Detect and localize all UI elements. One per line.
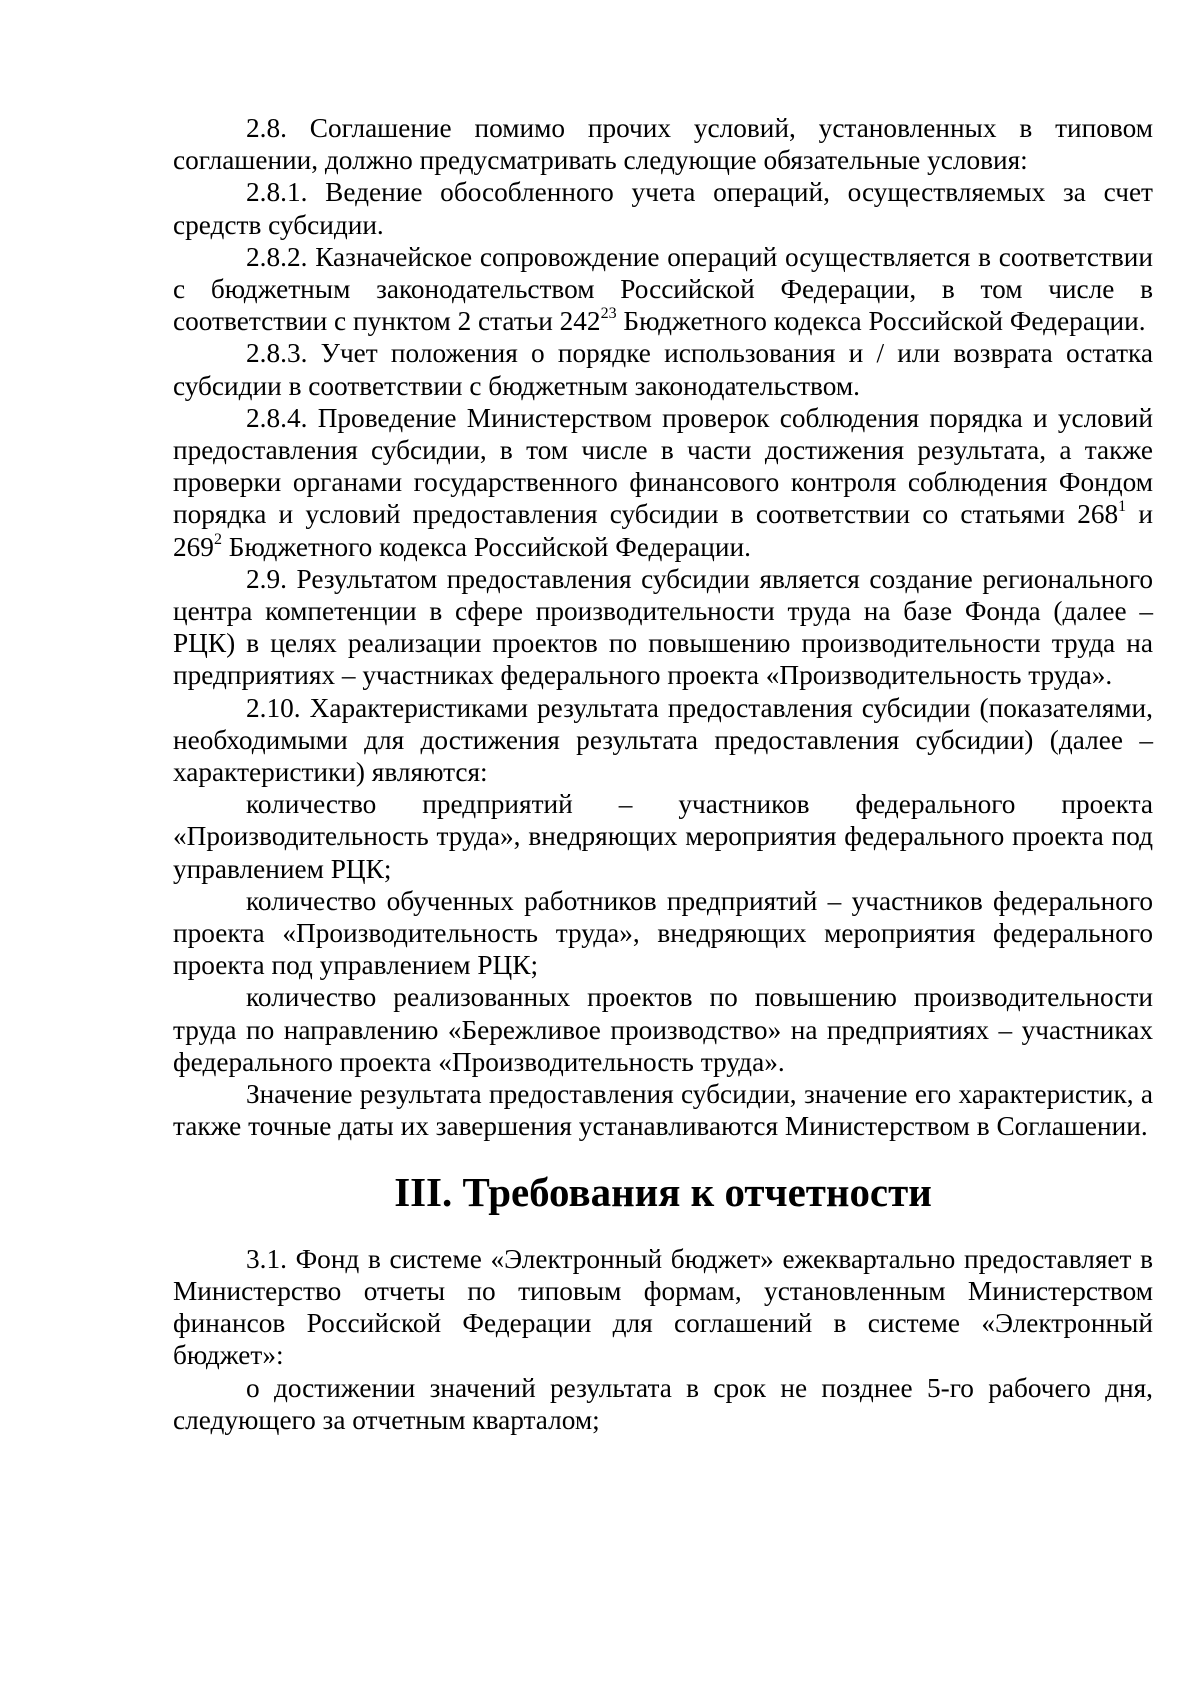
paragraph-2-8: 2.8. Соглашение помимо прочих условий, установленных в типовом соглашении, должно предусматривать следующие обязательные условия:	[173, 113, 1153, 176]
paragraph-3-1: 3.1. Фонд в системе «Электронный бюджет» ежеквартально предоставляет в Министерство отчеты по типовым формам, установленным Министерством финансов Российской Федерации для соглашений в системе «Электронный бюджет»:	[173, 1243, 1153, 1371]
document-page	[173, 112, 1153, 1436]
superscript-1: 1	[1118, 498, 1127, 516]
paragraph-3-1-item-1: о достижении значений результата в срок не позднее 5-го рабочего дня, следующего за отчетным кварталом;	[173, 1372, 1153, 1435]
paragraph-2-8-2-text: 2.8.2. Казначейское сопровождение операций осуществляется в соответствии с бюджетным законодательством Российской Федерации, в том числе в соответствии с пунктом 2 статьи 242	[173, 241, 1153, 337]
characteristic-item-1: количество предприятий – участников федерального проекта «Производительность труда», внедряющих мероприятия федерального проекта под управлением РЦК;	[173, 789, 1153, 884]
section-title: III. Требования к отчетности	[394, 1169, 932, 1215]
paragraph-2-8-4-text-mid: и 269	[173, 499, 1153, 562]
paragraph-2-8-4-text-end: Бюджетного кодекса Российской Федерации.	[221, 531, 751, 562]
paragraph-2-8-4	[173, 402, 1153, 563]
superscript-23: 23	[600, 305, 617, 323]
characteristic-item-3: количество реализованных проектов по повышению производительности труда по направлению «Бережливое производство» на предприятиях – участниках федерального проекта «Производительность труда».	[173, 982, 1153, 1077]
paragraph-2-8-2-text-end: Бюджетного кодекса Российской Федерации.	[616, 306, 1146, 337]
paragraph-2-10: 2.10. Характеристиками результата предоставления субсидии (показателями, необходимыми для достижения результата предоставления субсидии) (далее – характеристики) являются:	[173, 692, 1153, 788]
paragraph-2-8-3: 2.8.3. Учет положения о порядке использования и / или возврата остатка субсидии в соответствии с бюджетным законодательством.	[173, 338, 1153, 401]
paragraph-2-8-2	[173, 241, 1153, 338]
paragraph-2-8-1: 2.8.1. Ведение обособленного учета операций, осуществляемых за счет средств субсидии.	[173, 177, 1153, 240]
paragraph-value-note: Значение результата предоставления субсидии, значение его характеристик, а также точные даты их завершения устанавливаются Министерством в Соглашении.	[173, 1079, 1153, 1142]
paragraph-2-8-4-text: 2.8.4. Проведение Министерством проверок соблюдения порядка и условий предоставления субсидии, в том числе в части достижения результата, а также проверки органами государственного финансового контроля соблюдения Фондом порядка и условий предоставления субсидии в соответствии со статьями 268	[173, 402, 1153, 530]
superscript-2: 2	[213, 530, 222, 548]
paragraph-2-9: 2.9. Результатом предоставления субсидии является создание регионального центра компетенции в сфере производительности труда на базе Фонда (далее – РЦК) в целях реализации проектов по повышению производительности труда на предприятиях – участниках федерального проекта «Производительность труда».	[173, 563, 1153, 691]
characteristic-item-2: количество обученных работников предприятий – участников федерального проекта «Производительность труда», внедряющих мероприятия федерального проекта под управлением РЦК;	[173, 885, 1153, 981]
